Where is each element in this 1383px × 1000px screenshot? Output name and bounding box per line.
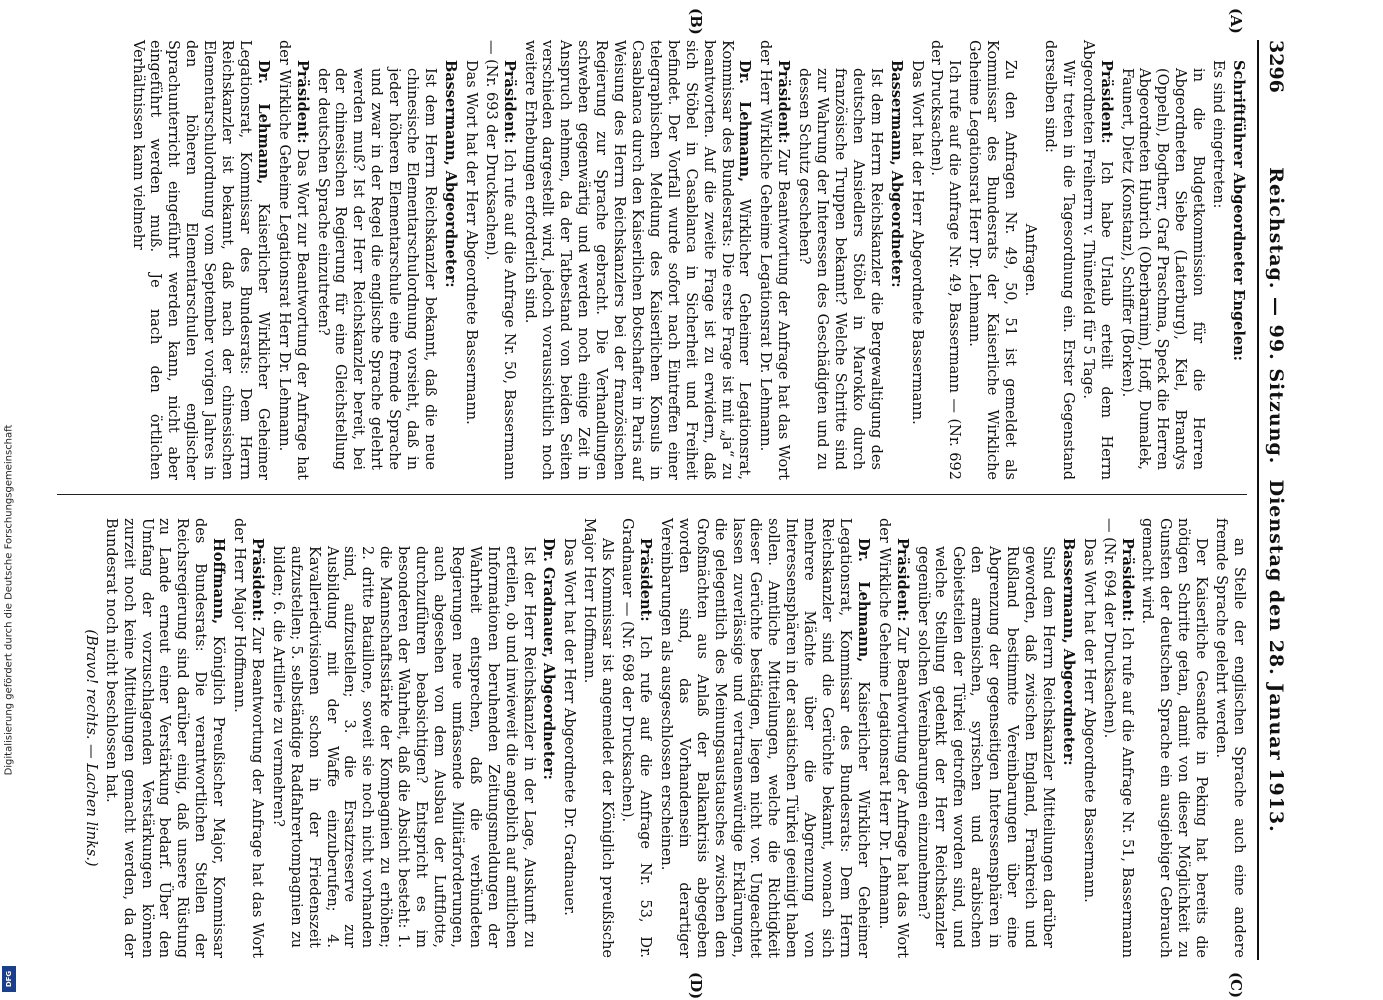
speech-text: Zur Beantwortung der Anfrage hat das Wort der Herr Major Hoffmann.	[231, 518, 265, 958]
speech-paragraph	[481, 40, 518, 480]
speech-text: Kaiserlicher Wirklicher Geheimer Legationsrat, Kommissar des Bundesrats: Dem Herrn Reichskanzler ist bekannt, daß nach der chinesischen Elementarschulordnung vom September vorigen Jahres in den höheren Elementarschulen englischer Sprachunterricht eingeführt werden kann, nicht aber eingeführt werden muß. Je nach den örtlichen Verhältnissen kann vielmehr	[129, 40, 271, 480]
inquiry-text: Ist dem Herrn Reichskanzler die Bergewaltigung des deutschen Ansiedlers Stöbel in Marokko durch französische Truppen bekannt? Welche Schritte sind zur Wahrung der Interessen des Geschädigten und zu dessen Schutz geschehen?	[796, 68, 884, 470]
text-paragraph: Das Wort hat der Herr Abgeordnete Bassermann.	[908, 60, 925, 425]
speaker-name: Präsident:	[637, 538, 654, 622]
page-number: 3296	[1265, 40, 1287, 93]
margin-marker-d: (D)	[687, 972, 705, 1000]
speaker-name: Schriftführer Abgeordneter Engelen:	[1230, 60, 1247, 361]
speech-paragraph	[1228, 40, 1247, 480]
speech-paragraph	[229, 518, 266, 958]
inquiry-text: Ist der Herr Reichskanzler in der Lage, Auskunft zu erteilen, ob und inwieweit die angeblich auf amtlichen Informationen beruhenden Zeitungsmeldungen der Wahrheit entsprechen, daß die verbündeten Regierungen neue umfassende Militärforderungen, auch abgesehen von dem Ausbau der Luftflotte, durchzuführen beabsichtigen? Entspricht es im besonderen der Wahrheit, daß die Absicht besteht: 1. die Mannschaftsstärke der Kompagnien zu erhöhen; 2. dritte Bataillone, soweit sie noch nicht vorhanden sind, aufzustellen; 3. die Ersatzreserve zur Ausbildung mit der Waffe einzuberufen; 4. Kavalleriedivisionen schon in der Friedenszeit aufzustellen; 5. selbständige Radfahrertompagnien zu bilden; 6. die Artillerie zu vermehren?	[269, 546, 537, 948]
speech-text: Kaiserlicher Wirklicher Geheimer Legationsrat, Kommissar des Bundesrats: Dem Herrn Reichskanzler sind die Gerüchte bekannt, wonach sich mehrere Mächte über die Abgrenzung von Interessensphären in der asiatischen Türkei geeinigt haben sollen. Amtliche Mitteilungen, welche die Richtigkeit dieser Gerüchte bestätigen, liegen nicht vor. Ungeachtet lassen zuverlässige und vertrauenswürdige Erklärungen, die gelegentlich des Meinungsaustausches zwischen den Großmächten aus Anlaß der Balkankrisis abgegeben worden sind, das Vorhandensein derartiger Vereinbarungen als ausgeschlossen erscheinen.	[657, 518, 871, 958]
margin-marker-c: (C)	[1227, 972, 1245, 999]
text-paragraph: Es sind eingetreten:	[1210, 60, 1227, 209]
speech-paragraph	[1078, 40, 1115, 480]
inquiry-text: in die Budgetkommission für die Herren Abgeordneten Siebe (Laterburg), Kiel, Brandys (Oppeln), Bogtherr, Graf Praschma, Speck die Herren Abgeordneten Hubrich (Oberbarnim), Hoff, Dumalek, Faunert, Dietz (Konstanz), Schiffer (Borken).	[1118, 68, 1207, 470]
speech-text: Ich rufe auf die Anfrage Nr. 50, Bassermann — (Nr. 693 der Drucksachen).	[482, 40, 517, 480]
speech-paragraph	[755, 40, 792, 480]
speaker-name: Präsident:	[1118, 538, 1136, 622]
speech-paragraph	[440, 40, 459, 480]
speech-paragraph	[101, 518, 227, 958]
speech-text: Königlich Preußischer Major, Kommissar des Bundesrats: Die verantwortlichen Stellen der Reichsregierung sind darüber einig, daß unsere Rüstung zu Lande erneut einer Verstärkung bedarf. Über den Umfang der vorzuschlagenden Verstärkungen können zurzeit noch keine Mitteilungen gemacht werden, da der Bundesrat noch nicht beschlossen hat.	[102, 518, 227, 958]
text-paragraph: Das Wort hat der Herr Abgeordnete Dr. Gradnauer.	[561, 538, 578, 916]
text-paragraph: an Stelle der englischen Sprache auch eine andere fremde Sprache gelehrt werden.	[1213, 518, 1247, 958]
inquiry-text: Ist dem Herrn Reichskanzler bekannt, daß die neue chinesische Elementarschulordnung vorsieht, daß in jeder höheren Elementarschule eine fremde Sprache und zwar in der Regel die englische Sprache gelehrt werden muß? Ist der Herr Reichskanzler bereit, bei der chinesischen Regierung für eine Gleichstellung der deutschen Sprache einzutreten?	[314, 68, 439, 470]
speech-paragraph	[886, 40, 905, 480]
text-paragraph: Das Wort hat der Herr Abgeordnete Bassermann.	[1080, 538, 1097, 903]
speaker-name: Präsident:	[1097, 60, 1115, 144]
text-paragraph: Wir treten in die Tagesordnung ein. Erster Gegenstand derselben sind:	[1041, 40, 1076, 480]
text-paragraph: Zu den Anfragen Nr. 49, 50, 51 ist gemeldet als Kommissar des Bundesrats der Kaiserliche Wirkliche Geheime Legationsrat Herr Dr. Lehmann.	[966, 40, 1019, 480]
speaker-name: Bassermann, Abgeordneter:	[441, 60, 459, 288]
speech-text: Das Wort zur Beantwortung der Anfrage hat der Wirkliche Geheime Legationsrat Herr Dr. Lehmann.	[275, 40, 310, 481]
speech-paragraph	[874, 518, 911, 958]
speech-paragraph	[539, 518, 558, 958]
session-title: Reichstag. — 99. Sitzung.	[1265, 167, 1287, 465]
speech-paragraph	[1058, 518, 1077, 958]
text-paragraph: Der Kaiserliche Gesandte in Peking hat bereits die nötigen Schritte getan, damit von dieser Möglichkeit zu Gunsten der deutschen Sprache ein ausgiebiger Gebrauch gemacht wird.	[1139, 518, 1210, 958]
speech-text: Wirklicher Geheimer Legationsrat, Kommissar des Bundesrats: Die erste Frage ist mit „ja“ zu beantworten. Auf die zweite Frage ist zu erwidern, daß sich Stöbel in Casablanca in Sicherheit und Freiheit befindet. Der Vorfall wurde sofort nach Eintreffen einer telegraphischen Meldung des Kaiserlichen Konsuls in Casablanca durch den Kaiserlichen Botschafter in Paris auf Weisung des Herrn Reichskanzlers bei der französischen Regierung zur Sprache gebracht. Die Verhandlungen schweben gegenwärtig und werden noch einige Zeit in Anspruch nehmen, da der Tatbestand von beiden Seiten verschieden dargestellt wird, jedoch voraussichtlich noch weitere Erhebungen erforderlich sind.	[521, 40, 753, 480]
speech-paragraph	[617, 518, 654, 958]
speech-text: Ich habe Urlaub erteilt dem Herrn Abgeordneten Freiherrn v. Thünefeld für 5 Tage.	[1079, 40, 1114, 480]
page-header	[1257, 40, 1293, 960]
inquiry-text: Sind dem Herrn Reichskanzler Mitteilungen darüber geworden, daß zwischen England, Frankreich und Rußland bestimmte Vereinbarungen über eine Abgrenzung der gegenseitigen Interessensphären in den armenischen, syrischen und arabischen Gebietsteilen der Türkei getroffen worden sind, und welche Stellung gedenkt der Herr Reichskanzler gegenüber solchen Vereinbarungen einzunehmen?	[914, 546, 1056, 948]
speaker-name: Präsident:	[500, 60, 518, 144]
speaker-name: Dr. Lehmann,	[254, 60, 272, 185]
speech-text: Ich rufe auf die Anfrage Nr. 51, Bassermann — (Nr. 694 der Drucksachen).	[1100, 518, 1135, 958]
speaker-name: Präsident:	[893, 538, 911, 622]
funding-strip	[0, 0, 18, 1000]
speaker-name: Hoffmann,	[210, 538, 228, 625]
section-heading: Anfragen.	[1022, 223, 1039, 297]
document-page	[35, 0, 1305, 1000]
dfg-logo	[2, 966, 16, 992]
speaker-name: Bassermann, Abgeordneter:	[887, 60, 905, 288]
right-column	[79, 518, 1247, 958]
speaker-name: Dr. Lehmann,	[736, 60, 754, 183]
speech-paragraph	[520, 40, 754, 480]
speaker-name: Präsident:	[775, 60, 793, 144]
speaker-name: Bassermann, Abgeordneter:	[1059, 538, 1077, 766]
funding-text: Digitalisierung gefördert durch die Deutsche Forschungsgemeinschaft	[3, 424, 15, 776]
page-title	[1265, 40, 1287, 960]
margin-marker-b: (B)	[687, 8, 705, 35]
speaker-name: Dr. Lehmann,	[854, 538, 872, 663]
dfg-logo-text: DFG	[5, 970, 13, 988]
speaker-name: Präsident:	[248, 538, 266, 622]
margin-marker-a: (A)	[1227, 8, 1245, 34]
text-paragraph: Ich rufe auf die Anfrage Nr. 49, Bassermann — (Nr. 692 der Drucksachen).	[928, 40, 963, 480]
speech-paragraph	[1099, 518, 1136, 958]
text-paragraph: Das Wort hat der Herr Abgeordnete Bassermann.	[462, 60, 479, 425]
speech-paragraph	[274, 40, 311, 480]
speech-paragraph	[128, 40, 272, 480]
interjection: (Bravo! rechts. — Lachen links.)	[82, 629, 99, 867]
left-column	[126, 40, 1247, 480]
column-divider	[57, 494, 1247, 495]
speech-text: Zur Beantwortung der Anfrage hat das Wort der Herr Wirkliche Geheime Legationsrat Dr. Lehmann.	[757, 40, 792, 480]
speech-text: Zur Beantwortung der Anfrage hat das Wort der Wirkliche Geheime Legationsrat Herr Dr. Lehmann.	[875, 518, 910, 958]
speech-paragraph	[656, 518, 872, 958]
speaker-name: Präsident:	[293, 60, 311, 144]
speaker-name: Dr. Gradnauer, Abgeordneter:	[540, 538, 558, 780]
speech-text: Ich rufe auf die Anfrage Nr. 53, Dr. Gradnauer — (Nr. 698 der Drucksachen).	[619, 518, 653, 959]
text-paragraph: Als Kommissar ist angemeldet der Königlich preußische Major Herr Hoffmann.	[581, 518, 616, 958]
session-date: Dienstag den 28. Januar 1913.	[1265, 479, 1287, 833]
